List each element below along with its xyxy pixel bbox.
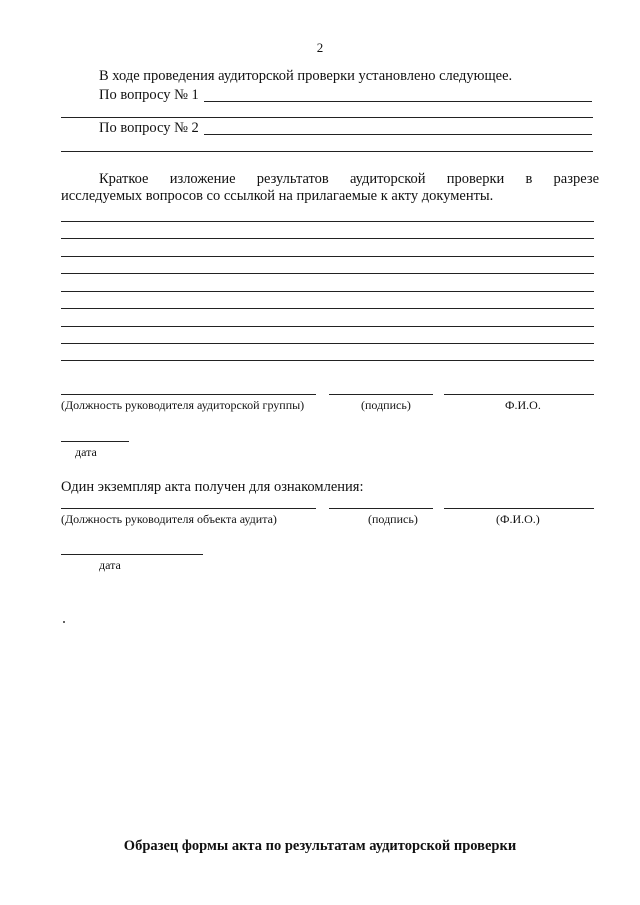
- auditor-name-label: Ф.И.О.: [505, 398, 541, 412]
- summary-answer-line[interactable]: [61, 256, 594, 257]
- object-signature-label: (подпись): [368, 512, 418, 526]
- summary-answer-line[interactable]: [61, 308, 594, 309]
- question2-field-line[interactable]: [204, 134, 592, 135]
- intro-text: В ходе проведения аудиторской проверки установлено следующее.: [99, 68, 513, 84]
- footer-title: Образец формы акта по результатам аудиторской проверки: [123, 838, 517, 854]
- object-date-line[interactable]: [61, 554, 203, 555]
- question2-continuation-line[interactable]: [61, 151, 593, 152]
- summary-answer-line[interactable]: [61, 343, 594, 344]
- object-date-label: дата: [99, 558, 121, 572]
- auditor-name-line[interactable]: [444, 394, 594, 395]
- auditor-signature-line[interactable]: [329, 394, 433, 395]
- summary-text-line2: исследуемых вопросов со ссылкой на прилагаемые к акту документы.: [61, 188, 494, 204]
- summary-answer-line[interactable]: [61, 221, 594, 222]
- auditor-position-label: (Должность руководителя аудиторской группы): [61, 398, 305, 412]
- auditor-position-line[interactable]: [61, 394, 316, 395]
- question2-label: По вопросу № 2: [99, 120, 199, 136]
- summary-answer-line[interactable]: [61, 238, 594, 239]
- question1-continuation-line[interactable]: [61, 117, 593, 118]
- summary-answer-line[interactable]: [61, 291, 594, 292]
- auditor-date-label: дата: [75, 445, 97, 459]
- summary-answer-line[interactable]: [61, 326, 594, 327]
- object-name-line[interactable]: [444, 508, 594, 509]
- object-position-label: (Должность руководителя объекта аудита): [61, 512, 277, 526]
- summary-answer-line[interactable]: [61, 273, 594, 274]
- question1-label: По вопросу № 1: [99, 87, 199, 103]
- object-position-line[interactable]: [61, 508, 316, 509]
- object-signature-line[interactable]: [329, 508, 433, 509]
- summary-answer-line[interactable]: [61, 360, 594, 361]
- summary-text-line1: Краткое изложение результатов аудиторской проверки в разрезе: [99, 171, 599, 187]
- auditor-signature-label: (подпись): [361, 398, 411, 412]
- question1-field-line[interactable]: [204, 101, 592, 102]
- scan-speck: [63, 621, 65, 623]
- auditor-date-line[interactable]: [61, 441, 129, 442]
- page-number: 2: [316, 40, 324, 55]
- object-name-label: (Ф.И.О.): [496, 512, 540, 526]
- receipt-text: Один экземпляр акта получен для ознакомления:: [61, 479, 364, 495]
